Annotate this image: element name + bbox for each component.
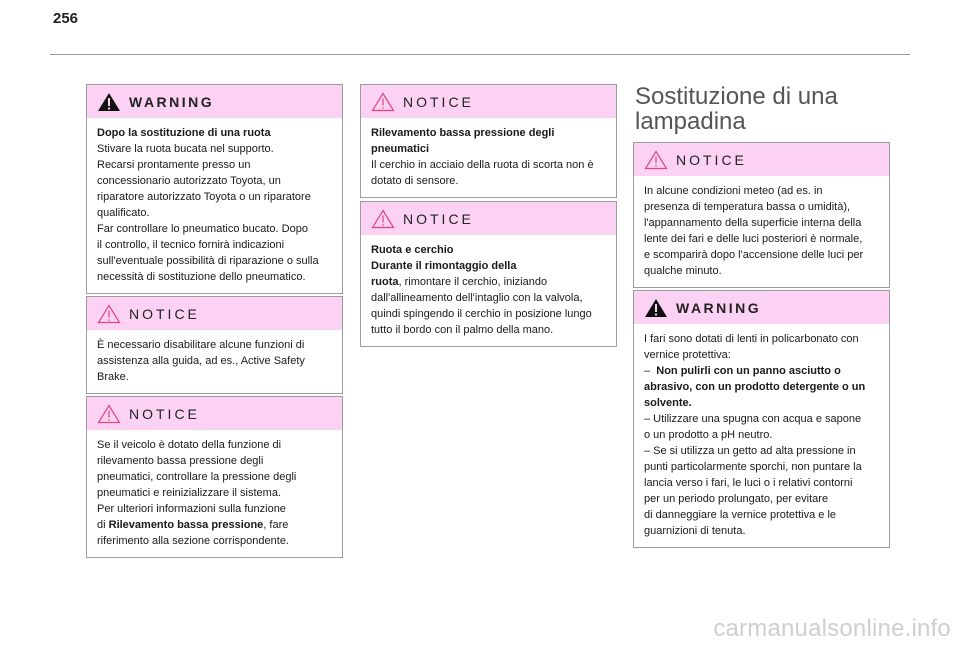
notice-icon xyxy=(97,304,121,324)
notice-icon xyxy=(371,92,395,112)
warning-header xyxy=(87,85,342,118)
text-line xyxy=(371,274,606,290)
text-line: È necessario disabilitare alcune funzioni di xyxy=(97,339,305,351)
text-line: Il cerchio in acciaio della ruota di scorta non è xyxy=(371,159,594,171)
text-line: o un prodotto a pH neutro. xyxy=(644,429,773,441)
notice-box-tyre-pressure-reset xyxy=(86,396,343,558)
notice-header xyxy=(361,85,616,118)
feature-reference: Rilevamento bassa pressione xyxy=(108,519,264,531)
text-line: vernice protettiva: xyxy=(644,349,731,361)
text-line: – Se si utilizza un getto ad alta pressione in xyxy=(644,445,856,457)
warning-box-headlight-cleaning xyxy=(633,290,890,548)
text-line: presenza di temperatura bassa o umidità), xyxy=(644,201,851,213)
dash: – xyxy=(644,365,651,377)
notice-icon xyxy=(97,404,121,424)
section-title-line: Sostituzione di una xyxy=(635,83,838,110)
text-line: Stivare la ruota bucata nel supporto. xyxy=(97,143,274,155)
section-title-line: lampadina xyxy=(635,108,746,135)
text-line: punti particolarmente sporchi, non puntare la xyxy=(644,461,862,473)
text-line: per un periodo prolungato, per evitare xyxy=(644,493,829,505)
bold-instruction xyxy=(644,363,879,379)
text-line: necessità di sostituzione dello pneumatico. xyxy=(97,271,306,283)
bold-term: ruota xyxy=(371,276,399,288)
text-line: pneumatici, controllare la pressione degli xyxy=(97,471,297,483)
text-line: dotato di sensore. xyxy=(371,175,459,187)
text-line: guarnizioni di tenuta. xyxy=(644,525,746,537)
notice-heading: Ruota e cerchio xyxy=(371,244,454,256)
text-line: concessionario autorizzato Toyota, un xyxy=(97,175,281,187)
text-line: dall'allineamento dell'intaglio con la valvola, xyxy=(371,292,583,304)
header-divider xyxy=(50,54,910,55)
text-line: Far controllare lo pneumatico bucato. Dopo xyxy=(97,223,308,235)
text-line: Se il veicolo è dotato della funzione di xyxy=(97,439,282,451)
notice-heading: Rilevamento bassa pressione degli xyxy=(371,127,555,139)
warning-icon xyxy=(97,92,121,112)
ref-suffix: , fare xyxy=(263,519,289,531)
warning-title: WARNING xyxy=(676,299,762,316)
notice-box-driver-assistance xyxy=(86,296,343,394)
text-line: I fari sono dotati di lenti in policarbonato con xyxy=(644,333,859,345)
warning-header xyxy=(634,291,889,324)
notice-header xyxy=(634,143,889,176)
text-line: pneumatici e reinizializzare il sistema. xyxy=(97,487,282,499)
text-line: tutto il bordo con il palmo della mano. xyxy=(371,324,554,336)
text-rest: , rimontare il cerchio, iniziando xyxy=(398,276,548,288)
ref-prefix: di xyxy=(97,519,109,531)
text-line: qualificato. xyxy=(97,207,150,219)
notice-title: NOTICE xyxy=(403,210,474,227)
warning-box-wheel-replacement xyxy=(86,84,343,294)
notice-title: NOTICE xyxy=(129,305,200,322)
text-line: e scomparirà dopo l'accensione delle luci per xyxy=(644,249,864,261)
text-line: di danneggiare la vernice protettiva e le xyxy=(644,509,837,521)
text-line-with-reference xyxy=(97,517,332,533)
text-line: l'appannamento della superficie interna della xyxy=(644,217,862,229)
text-line: lancia verso i fari, le luci o i relativi contorni xyxy=(644,477,853,489)
bold-text: solvente. xyxy=(644,397,692,409)
notice-icon xyxy=(371,209,395,229)
section-title xyxy=(635,84,838,134)
bold-text: Non pulirli con un panno asciutto o xyxy=(656,365,841,377)
text-line: In alcune condizioni meteo (ad es. in xyxy=(644,185,823,197)
text-line: rilevamento bassa pressione degli xyxy=(97,455,264,467)
text-line: Brake. xyxy=(97,371,129,383)
text-line: sull'eventuale possibilità di riparazione o sulla xyxy=(97,255,319,267)
notice-title: NOTICE xyxy=(676,151,747,168)
text-line: Recarsi prontamente presso un xyxy=(97,159,251,171)
text-line: riferimento alla sezione corrispondente. xyxy=(97,535,289,547)
text-line: il controllo, il tecnico fornirà indicazioni xyxy=(97,239,285,251)
warning-title: WARNING xyxy=(129,93,215,110)
notice-heading: pneumatici xyxy=(371,143,430,155)
bold-text: abrasivo, con un prodotto detergente o un xyxy=(644,381,866,393)
notice-box-wheel-rim xyxy=(360,201,617,347)
notice-title: NOTICE xyxy=(403,93,474,110)
page-number: 256 xyxy=(53,10,79,27)
warning-heading: Dopo la sostituzione di una ruota xyxy=(97,127,271,139)
text-line: qualche minuto. xyxy=(644,265,722,277)
watermark: carmanualsonline.info xyxy=(713,615,951,642)
notice-header xyxy=(361,202,616,235)
text-line: assistenza alla guida, ad es., Active Safety xyxy=(97,355,305,367)
warning-icon xyxy=(644,298,668,318)
notice-title: NOTICE xyxy=(129,405,200,422)
notice-box-headlight-fogging xyxy=(633,142,890,288)
text-line: riparatore autorizzato Toyota o un riparatore xyxy=(97,191,311,203)
text-line: Per ulteriori informazioni sulla funzione xyxy=(97,503,286,515)
notice-box-spare-wheel-sensor xyxy=(360,84,617,198)
text-line: – Utilizzare una spugna con acqua e sapone xyxy=(644,413,862,425)
notice-header xyxy=(87,397,342,430)
text-line: quindi spingendo il cerchio in posizione lungo xyxy=(371,308,592,320)
text-line: lente dei fari e delle luci posteriori è normale, xyxy=(644,233,863,245)
notice-heading: Durante il rimontaggio della xyxy=(371,260,517,272)
notice-header xyxy=(87,297,342,330)
notice-icon xyxy=(644,150,668,170)
